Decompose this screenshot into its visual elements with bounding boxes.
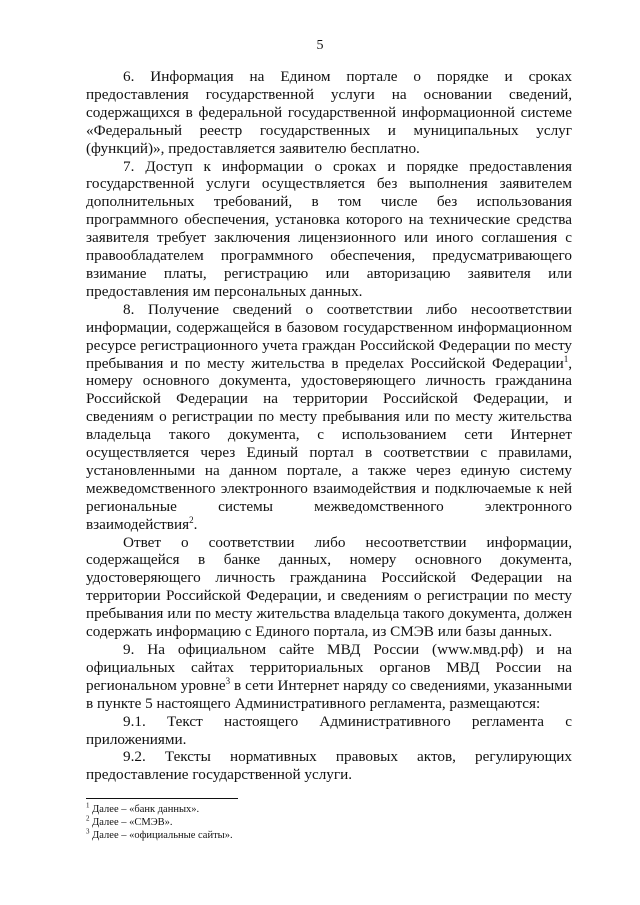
body-text [86,68,572,784]
footnote-ref-2: 2 [189,514,194,525]
footnote-divider [86,798,238,799]
paragraph-text: 7. Доступ к информации о сроках и порядке предоставления государственной услуги осуществляется без выполнения заявителем дополнительных требований, в том числе без использования программного обеспечения, установка которого на технические средства заявителя требует заключения лицензионного или иного соглашения с правообладателем программного обеспечения, предусматривающего взимание платы, регистрацию или авторизацию заявителя или предоставления им персональных данных. [86,157,572,300]
paragraph-text: 8. Получение сведений о соответствии либо несоответствии информации, содержащейся в базовом государственном информационном ресурсе регистрационного учета граждан Российской Федерации по месту пребывания и по месту жительства в пределах Российской Федерации [86,300,572,372]
footnote-3 [86,829,572,842]
paragraph-text: . [193,515,198,533]
footnote-ref-3: 3 [225,675,231,686]
paragraph-text: 9.1. Текст настоящего Административного регламента с приложениями. [86,712,572,748]
paragraph-9 [86,641,572,713]
paragraph-9-2 [86,748,572,784]
footnote-number: 3 [86,827,90,836]
footnotes [86,798,572,842]
paragraph-text: 9.2. Тексты нормативных правовых актов, регулирующих предоставление государственной услуги. [86,748,572,784]
footnote-number: 2 [86,814,90,823]
footnote-1 [86,803,572,816]
paragraph-9-1 [86,713,572,749]
footnote-text: Далее – «СМЭВ». [89,817,173,828]
page-number: 5 [316,38,324,53]
footnote-text: Далее – «официальные сайты». [89,830,233,841]
paragraph-text: , номеру основного документа, удостоверяющего личность гражданина Российской Федерации на территории Российской Федерации, и сведениям о регистрации по месту пребывания или по месту жительства владельца такого документа, с использованием сети Интернет осуществляется через Единый портал в соответствии с правилами, установленными на данном портале, а также через единую систему межведомственного электронного взаимодействия и подключаемые к ней региональные системы межведомственного электронного взаимодействия [86,354,572,533]
paragraph-text: 9. На официальном сайте МВД России (www.мвд.рф) и на официальных сайтах территориальных органов МВД России на региональном уровне [86,641,572,694]
paragraph-text: в сети Интернет наряду со сведениями, указанными в пункте 5 настоящего Административного регламента, размещаются: [86,676,572,712]
footnote-text: Далее – «банк данных». [89,804,200,815]
paragraph-text: 6. Информация на Едином портале о порядке и сроках предоставления государственной услуги на основании сведений, содержащихся в федеральной государственной информационной системе «Федеральный реестр государственных и муниципальных услуг (функций)», предоставляется заявителю бесплатно. [86,68,572,157]
paragraph-6 [86,68,572,158]
footnote-ref-1: 1 [563,353,569,364]
paragraph-7 [86,158,572,301]
footnote-number: 1 [86,801,90,810]
paragraph-8 [86,301,572,534]
footnote-2 [86,816,572,829]
paragraph-text: Ответ о соответствии либо несоответствии информации, содержащейся в банке данных, номеру основного документа, удостоверяющего личность гражданина Российской Федерации на территории Российской Федерации, и сведениям о регистрации по месту пребывания или по месту жительства владельца такого документа, должен содержать информацию с Единого портала, из СМЭВ или базы данных. [86,533,572,641]
paragraph-answer [86,534,572,641]
